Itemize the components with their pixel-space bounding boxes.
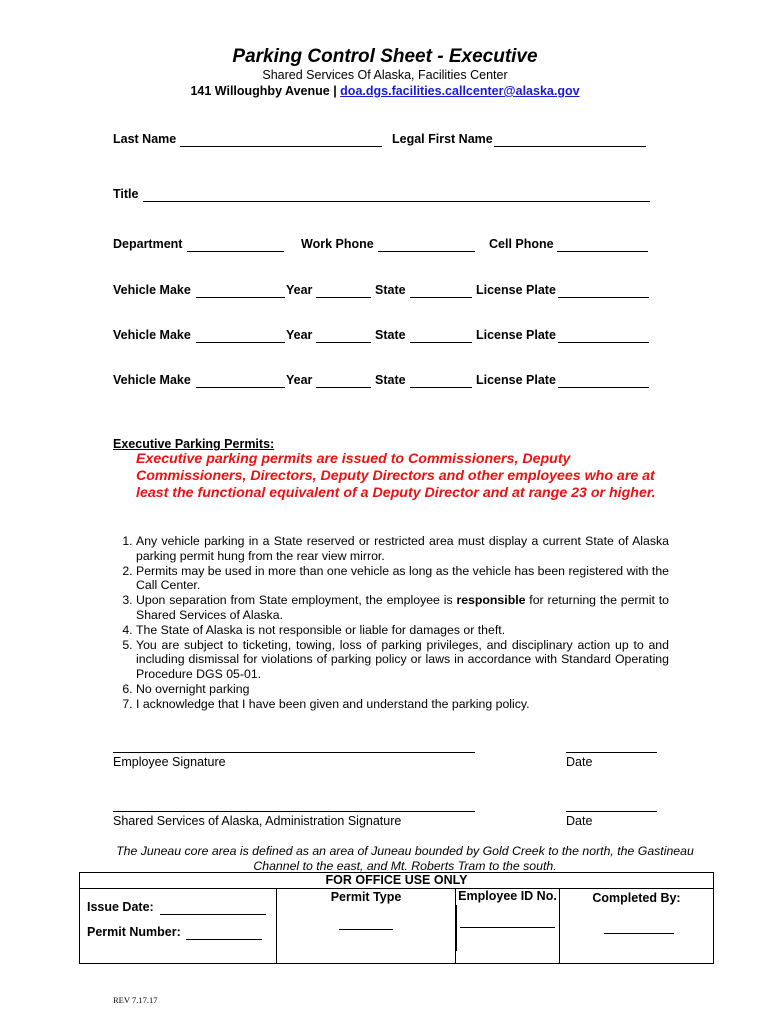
department-label: Department	[113, 237, 183, 251]
completed-by-field[interactable]	[604, 933, 674, 934]
vehicle-make-field[interactable]	[196, 342, 285, 343]
license-plate-label: License Plate	[476, 283, 556, 297]
state-label: State	[375, 283, 406, 297]
issue-date-label: Issue Date:	[87, 900, 154, 914]
work-phone-label: Work Phone	[301, 237, 374, 251]
organization-name: Shared Services Of Alaska, Facilities Center	[262, 68, 508, 82]
department-field[interactable]	[187, 251, 284, 252]
rule-text: for returning the permit to Shared Services of Alaska.	[136, 593, 669, 622]
last-name-label: Last Name	[113, 132, 177, 146]
vehicle-row-3	[0, 373, 770, 393]
rule-item: 1. Any vehicle parking in a State reserved or restricted area must display a current State of Alaska parking permit hung from the rear view mirror.	[136, 534, 669, 564]
parking-rules-list	[113, 534, 669, 712]
vehicle-make-field[interactable]	[196, 297, 285, 298]
admin-date-label: Date	[566, 814, 593, 828]
rule-item	[136, 593, 669, 623]
core-area-definition: The Juneau core area is defined as an area of Juneau bounded by Gold Creek to the north, the Gastineau Channel to the east, and Mt. Roberts Tram to the south.	[116, 844, 694, 873]
office-use-heading: FOR OFFICE USE ONLY	[80, 873, 714, 889]
permit-type-field[interactable]	[339, 929, 393, 930]
year-label: Year	[286, 328, 313, 342]
state-label: State	[375, 373, 406, 387]
admin-signature-label: Shared Services of Alaska, Administration Signature	[113, 814, 402, 828]
first-name-field[interactable]	[494, 146, 646, 147]
employee-signature-label: Employee Signature	[113, 755, 226, 769]
rule-item: 7. I acknowledge that I have been given and understand the parking policy.	[136, 697, 669, 712]
rule-item: 4. The State of Alaska is not responsible or liable for damages or theft.	[136, 623, 669, 638]
rule-emphasis: responsible	[456, 593, 526, 608]
rule-item: 2. Permits may be used in more than one vehicle as long as the vehicle has been registered with the Call Center.	[136, 564, 669, 594]
state-field[interactable]	[410, 297, 472, 298]
address-line	[0, 84, 770, 98]
issue-date-field[interactable]	[160, 914, 266, 915]
issue-permit-cell	[80, 889, 277, 964]
rule-item: 5. You are subject to ticketing, towing, loss of parking privileges, and disciplinary action up to and including dismissal for violations of parking policy or laws in accordance with Standard Operating Procedure DGS 05-01.	[136, 638, 669, 682]
employee-signature-line[interactable]	[113, 752, 475, 753]
year-label: Year	[286, 373, 313, 387]
vehicle-make-field[interactable]	[196, 387, 285, 388]
permit-type-cell	[277, 889, 456, 964]
vehicle-row-2	[0, 328, 770, 348]
employee-id-inner-box	[456, 905, 560, 951]
permit-type-label: Permit Type	[330, 890, 402, 904]
employee-date-label: Date	[566, 755, 593, 769]
license-plate-field[interactable]	[558, 297, 649, 298]
employee-id-label: Employee ID No.	[458, 889, 557, 903]
completed-by-label: Completed By:	[592, 891, 681, 905]
permit-number-label: Permit Number:	[87, 925, 181, 939]
first-name-label: Legal First Name	[392, 132, 493, 146]
vehicle-row-1	[0, 283, 770, 303]
state-field[interactable]	[410, 387, 472, 388]
year-label: Year	[286, 283, 313, 297]
work-phone-field[interactable]	[378, 251, 475, 252]
last-name-field[interactable]	[180, 146, 382, 147]
revision-label: REV 7.17.17	[113, 995, 158, 1005]
license-plate-field[interactable]	[558, 387, 649, 388]
vehicle-make-label: Vehicle Make	[113, 328, 191, 342]
executive-eligibility-notice: Executive parking permits are issued to Commissioners, Deputy Commissioners, Directors, Deputy Directors and other employees who are at least the functional equivalent of a Deputy Director and at range 23 or higher.	[136, 451, 656, 501]
admin-date-line[interactable]	[566, 811, 657, 812]
admin-signature-line[interactable]	[113, 811, 475, 812]
executive-permits-heading: Executive Parking Permits:	[113, 437, 275, 451]
title-field[interactable]	[143, 201, 650, 202]
rule-item: 6. No overnight parking	[136, 682, 669, 697]
employee-id-cell	[456, 889, 560, 964]
completed-by-cell	[560, 889, 714, 964]
year-field[interactable]	[316, 342, 371, 343]
year-field[interactable]	[316, 387, 371, 388]
permit-number-field[interactable]	[186, 939, 262, 940]
title-label: Title	[113, 187, 139, 201]
email-link[interactable]: doa.dgs.facilities.callcenter@alaska.gov	[340, 84, 580, 98]
license-plate-field[interactable]	[558, 342, 649, 343]
office-use-table	[79, 872, 714, 964]
license-plate-label: License Plate	[476, 373, 556, 387]
rule-text: Upon separation from State employment, the employee is	[136, 593, 457, 608]
vehicle-make-label: Vehicle Make	[113, 373, 191, 387]
employee-date-line[interactable]	[566, 752, 657, 753]
year-field[interactable]	[316, 297, 371, 298]
vehicle-make-label: Vehicle Make	[113, 283, 191, 297]
state-field[interactable]	[410, 342, 472, 343]
cell-phone-field[interactable]	[557, 251, 648, 252]
page-title: Parking Control Sheet - Executive	[232, 46, 538, 67]
street-address: 141 Willoughby Avenue |	[190, 84, 341, 98]
state-label: State	[375, 328, 406, 342]
cell-phone-label: Cell Phone	[489, 237, 554, 251]
license-plate-label: License Plate	[476, 328, 556, 342]
